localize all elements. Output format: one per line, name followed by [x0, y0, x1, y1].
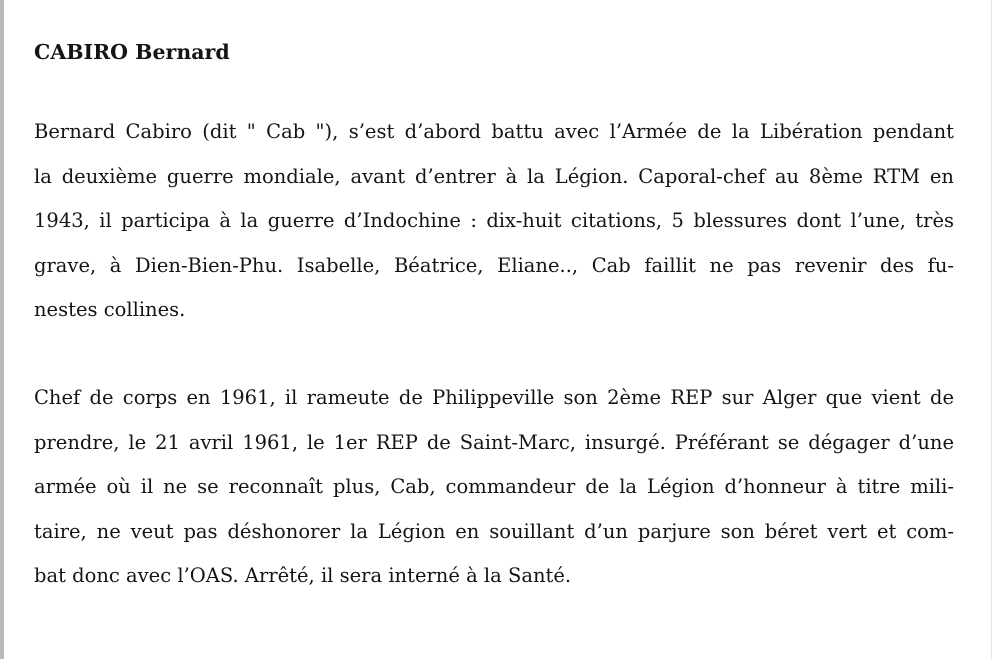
paragraph-2 — [34, 376, 954, 599]
text-line: Chef de corps en 1961, il rameute de Philippeville son 2ème REP sur Alger que vient de — [34, 385, 954, 409]
document-body — [34, 38, 954, 599]
text-line: armée où il ne se reconnaît plus, Cab, commandeur de la Légion d’honneur à titre mili- — [34, 475, 954, 499]
text-line: Bernard Cabiro (dit " Cab "), s’est d’abord battu avec l’Armée de la Libération pendant — [34, 120, 954, 143]
text-line: 1943, il participa à la guerre d’Indochine : dix-huit citations, 5 blessures dont l’une, très — [34, 209, 954, 233]
text-line: taire, ne veut pas déshonorer la Légion en souillant d’un parjure son béret vert et com- — [34, 519, 954, 543]
text-line: la deuxième guerre mondiale, avant d’entrer à la Légion. Caporal-chef au 8ème RTM en — [34, 164, 954, 188]
document-title: CABIRO Bernard — [34, 40, 230, 64]
right-margin-rule — [991, 0, 992, 659]
text-line: nestes collines. — [34, 298, 186, 322]
text-line: grave, à Dien-Bien-Phu. Isabelle, Béatrice, Eliane.., Cab faillit ne pas revenir des fu- — [34, 253, 954, 277]
left-margin-rule — [0, 0, 4, 659]
text-line: prendre, le 21 avril 1961, le 1er REP de Saint-Marc, insurgé. Préférant se dégager d’une — [34, 430, 954, 454]
paragraph-1 — [34, 110, 954, 333]
text-line: bat donc avec l’OAS. Arrêté, il sera interné à la Santé. — [34, 564, 572, 588]
